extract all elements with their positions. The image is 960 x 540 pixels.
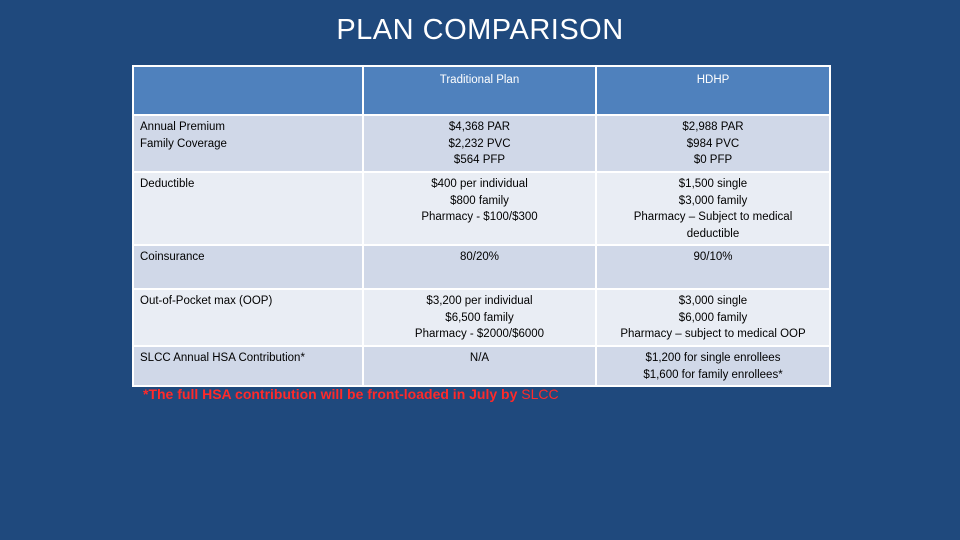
- row-label-line: Out-of-Pocket max (OOP): [140, 295, 273, 307]
- row-label-annual-premium: [133, 115, 363, 172]
- traditional-value-line: $3,200 per individual: [426, 295, 533, 307]
- hdhp-value-line: $1,600 for family enrollees*: [643, 368, 783, 381]
- row-label-line: SLCC Annual HSA Contribution*: [140, 352, 305, 364]
- traditional-value-deductible: [363, 172, 596, 245]
- footnote-org: SLCC: [521, 386, 559, 402]
- table-row-annual-premium: [133, 115, 830, 172]
- hdhp-value-line: $3,000 family: [678, 194, 748, 207]
- hdhp-value-annual-premium: [596, 115, 830, 172]
- table-header-row: [133, 66, 830, 115]
- table-row-hsa-contribution: [133, 346, 830, 386]
- hdhp-value-line: Pharmacy – Subject to medical: [633, 211, 793, 223]
- header-hdhp: HDHP: [596, 66, 830, 115]
- traditional-value-annual-premium: [363, 115, 596, 172]
- row-label-out-of-pocket-max: [133, 289, 363, 346]
- traditional-value-line: 80/20%: [459, 251, 499, 263]
- hdhp-value-hsa-contribution: [596, 346, 830, 386]
- row-label-hsa-contribution: [133, 346, 363, 386]
- traditional-value-line: N/A: [469, 352, 490, 364]
- table-row-coinsurance: [133, 245, 830, 289]
- hdhp-value-deductible: [596, 172, 830, 245]
- plan-comparison-table: [132, 65, 831, 387]
- header-empty-cell: [133, 66, 363, 115]
- row-label-deductible: [133, 172, 363, 245]
- table-row-deductible: [133, 172, 830, 245]
- row-label-line: Family Coverage: [140, 137, 227, 150]
- hdhp-value-coinsurance: [596, 245, 830, 289]
- header-traditional-plan: Traditional Plan: [363, 66, 596, 115]
- hdhp-value-line: $6,000 family: [678, 311, 748, 324]
- hdhp-value-line: 90/10%: [693, 251, 733, 263]
- traditional-value-line: $800 family: [450, 194, 509, 207]
- hdhp-value-line: $1,200 for single enrollees: [645, 352, 781, 364]
- traditional-value-line: Pharmacy - $100/$300: [421, 211, 538, 223]
- traditional-value-coinsurance: [363, 245, 596, 289]
- table-row-out-of-pocket-max: [133, 289, 830, 346]
- hdhp-value-line: $3,000 single: [678, 295, 748, 307]
- row-label-line: Deductible: [140, 178, 195, 190]
- hdhp-value-line: $0 PFP: [693, 154, 733, 166]
- hdhp-value-line: deductible: [686, 227, 740, 240]
- slide-title: PLAN COMPARISON: [336, 14, 624, 46]
- traditional-value-line: $4,368 PAR: [448, 121, 511, 133]
- hdhp-value-out-of-pocket-max: [596, 289, 830, 346]
- traditional-value-line: Pharmacy - $2000/$6000: [414, 328, 545, 340]
- traditional-value-line: $564 PFP: [453, 154, 506, 166]
- traditional-value-line: $400 per individual: [431, 178, 528, 190]
- hdhp-value-line: $1,500 single: [678, 178, 748, 190]
- traditional-value-line: $6,500 family: [445, 311, 514, 324]
- traditional-value-hsa-contribution: [363, 346, 596, 386]
- traditional-value-line: $2,232 PVC: [448, 137, 511, 150]
- traditional-value-out-of-pocket-max: [363, 289, 596, 346]
- row-label-coinsurance: [133, 245, 363, 289]
- hdhp-value-line: $2,988 PAR: [682, 121, 744, 133]
- hdhp-value-line: Pharmacy – subject to medical OOP: [620, 328, 806, 340]
- row-label-line: Coinsurance: [140, 251, 205, 263]
- footnote: [143, 386, 559, 402]
- hdhp-value-line: $984 PVC: [686, 137, 740, 150]
- footnote-text: *The full HSA contribution will be front-loaded in July by: [143, 386, 518, 402]
- row-label-line: Annual Premium: [140, 121, 226, 133]
